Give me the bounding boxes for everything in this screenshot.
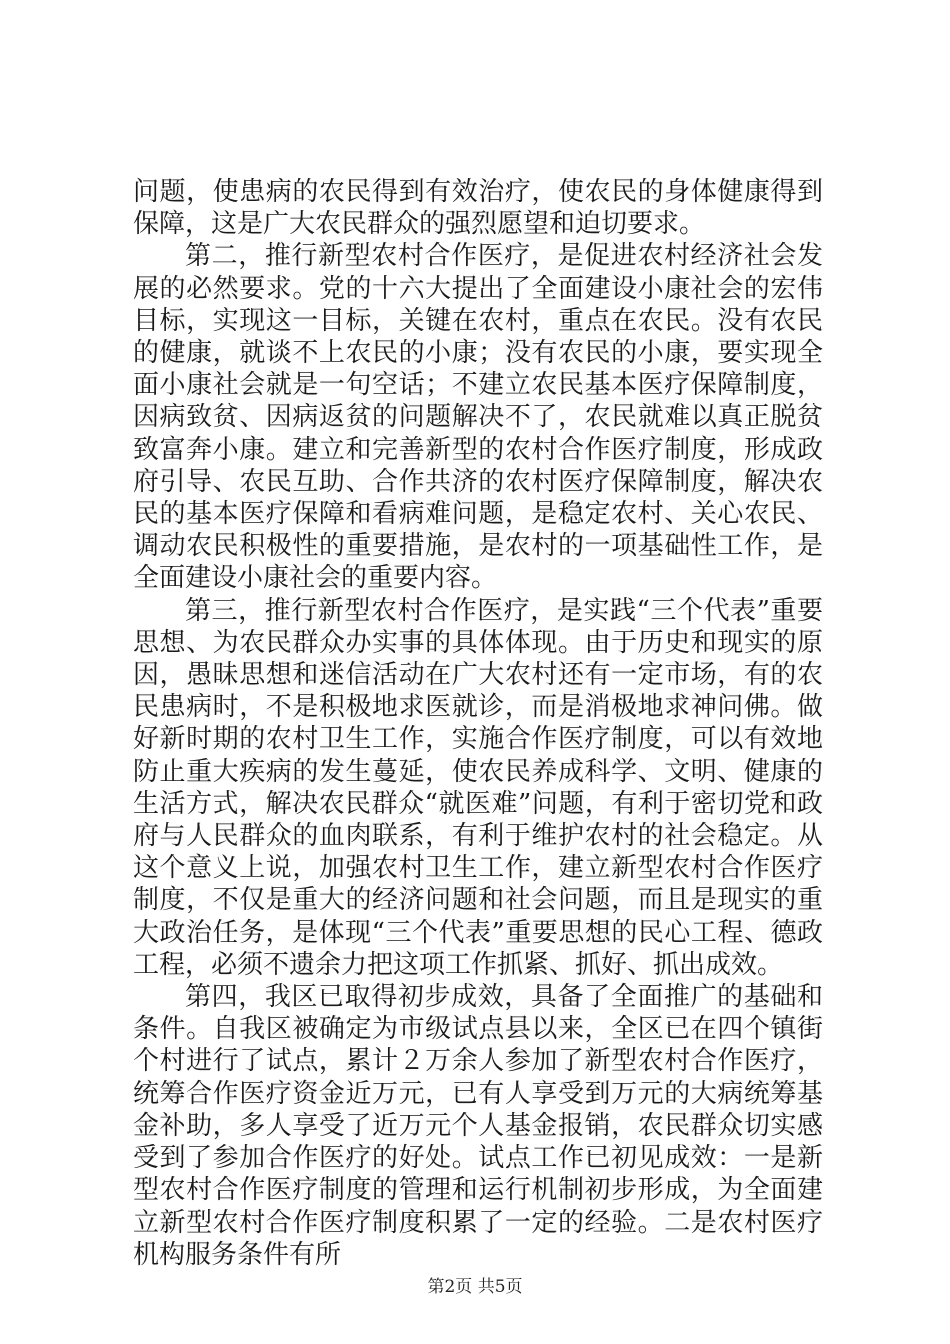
paragraph-second: 第二，推行新型农村合作医疗，是促进农村经济社会发展的必然要求。党的十六大提出了全面建设小康社会的宏伟目标，实现这一目标，关键在农村，重点在农民。没有农民的健康，就谈不上农民的小康；没有农民的小康，要实现全面小康社会就是一句空话；不建立农民基本医疗保障制度，因病致贫、因病返贫的问题解决不了，农民就难以真正脱贫致富奔小康。建立和完善新型的农村合作医疗制度，形成政府引导、农民互助、合作共济的农村医疗保障制度，解决农民的基本医疗保障和看病难问题，是稳定农村、关心农民、调动农民积极性的重要措施，是农村的一项基础性工作，是全面建设小康社会的重要内容。 [133, 241, 823, 594]
document-body [133, 176, 823, 1271]
paragraph-third: 第三，推行新型农村合作医疗，是实践“三个代表”重要思想、为农民群众办实事的具体体现。由于历史和现实的原因，愚昧思想和迷信活动在广大农村还有一定市场，有的农民患病时，不是积极地求医就诊，而是消极地求神问佛。做好新时期的农村卫生工作，实施合作医疗制度，可以有效地防止重大疾病的发生蔓延，使农民养成科学、文明、健康的生活方式，解决农民群众“就医难”问题，有利于密切党和政府与人民群众的血肉联系，有利于维护农村的社会稳定。从这个意义上说，加强农村卫生工作，建立新型农村合作医疗制度，不仅是重大的经济问题和社会问题，而且是现实的重大政治任务，是体现“三个代表”重要思想的民心工程、德政工程，必须不遗余力把这项工作抓紧、抓好、抓出成效。 [133, 595, 823, 980]
paragraph-fourth: 第四，我区已取得初步成效，具备了全面推广的基础和条件。自我区被确定为市级试点县以来，全区已在四个镇街个村进行了试点，累计２万余人参加了新型农村合作医疗，统筹合作医疗资金近万元，已有人享受到万元的大病统筹基金补助，多人享受了近万元个人基金报销，农民群众切实感受到了参加合作医疗的好处。试点工作已初见成效：一是新型农村合作医疗制度的管理和运行机制初步形成，为全面建立新型农村合作医疗制度积累了一定的经验。二是农村医疗机构服务条件有所 [133, 982, 823, 1270]
page-number-footer: 第2页 共5页 [427, 1277, 523, 1297]
paragraph-continuation: 问题，使患病的农民得到有效治疗，使农民的身体健康得到保障，这是广大农民群众的强烈愿望和迫切要求。 [133, 177, 823, 240]
